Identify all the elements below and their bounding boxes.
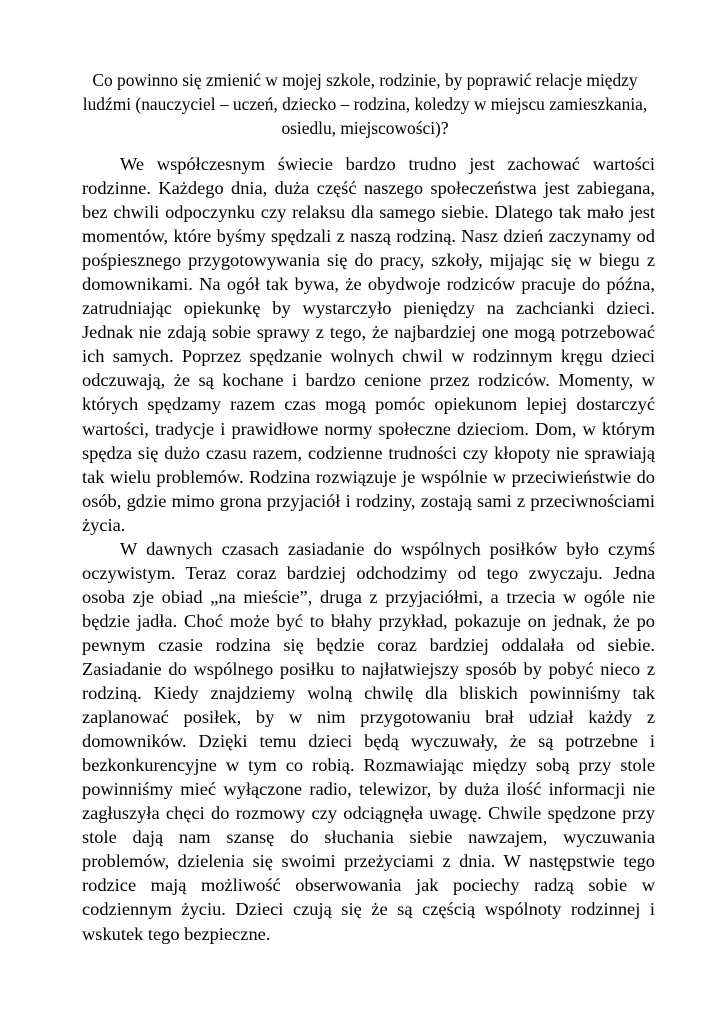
essay-title: Co powinno się zmienić w mojej szkole, rodzinie, by poprawić relacje między ludźmi (nauczyciel – uczeń, dziecko – rodzina, koledzy w miejscu zamieszkania, osiedlu, miejscowości)? bbox=[82, 70, 648, 138]
paragraph-1: We współczesnym świecie bardzo trudno jest zachować wartości rodzinne. Każdego dnia, duża część naszego społeczeństwa jest zabiegana, bez chwili odpoczynku czy relaksu dla samego siebie. Dlatego tak mało jest momentów, które byśmy spędzali z naszą rodziną. Nasz dzień zaczynamy od pośpiesznego przygotowywania się do pracy, szkoły, mijając się w biegu z domownikami. Na ogół tak bywa, że obydwoje rodziców pracuje do późna, zatrudniając opiekunkę by wystarczyło pieniędzy na zachcianki dzieci. Jednak nie zdają sobie sprawy z tego, że najbardziej one mogą potrzebować ich samych. Poprzez spędzanie wolnych chwil w rodzinnym kręgu dzieci odczuwają, że są kochane i bardzo cenione przez rodziców. Momenty, w których spędzamy razem czas mogą pomóc opiekunom lepiej dostarczyć wartości, tradycje i prawidłowe normy społeczne dzieciom. Dom, w którym spędza się dużo czasu razem, codzienne trudności czy kłopoty nie sprawiają tak wielu problemów. Rodzina rozwiązuje je wspólnie w przeciwieństwie do osób, gdzie mimo grona przyjaciół i rodziny, zostają sami z przeciwnościami życia. bbox=[82, 154, 655, 535]
essay-body bbox=[82, 152, 655, 946]
paragraph-2: W dawnych czasach zasiadanie do wspólnych posiłków było czymś oczywistym. Teraz coraz bardziej odchodzimy od tego zwyczaju. Jedna osoba zje obiad „na mieście”, druga z przyjaciółmi, a trzecia w ogóle nie będzie jadła. Choć może być to błahy przykład, pokazuje on jednak, że po pewnym czasie rodzina się będzie coraz bardziej oddalała od siebie. Zasiadanie do wspólnego posiłku to najłatwiejszy sposób by pobyć nieco z rodziną. Kiedy znajdziemy wolną chwilę dla bliskich powinniśmy tak zaplanować posiłek, by w nim przygotowaniu brał udział każdy z domowników. Dzięki temu dzieci będą wyczuwały, że są potrzebne i bezkonkurencyjne w tym co robią. Rozmawiając między sobą przy stole powinniśmy mieć wyłączone radio, telewizor, by duża ilość informacji nie zagłuszyła chęci do rozmowy czy odciągnęła uwagę. Chwile spędzone przy stole dają nam szansę do słuchania siebie nawzajem, wyczuwania problemów, dzielenia się swoimi przeżyciami z dnia. W następstwie tego rodzice mają możliwość obserwowania jak pociechy radzą sobie w codziennym życiu. Dzieci czują się że są częścią wspólnoty rodzinnej i wskutek tego bezpieczne. bbox=[82, 538, 655, 944]
